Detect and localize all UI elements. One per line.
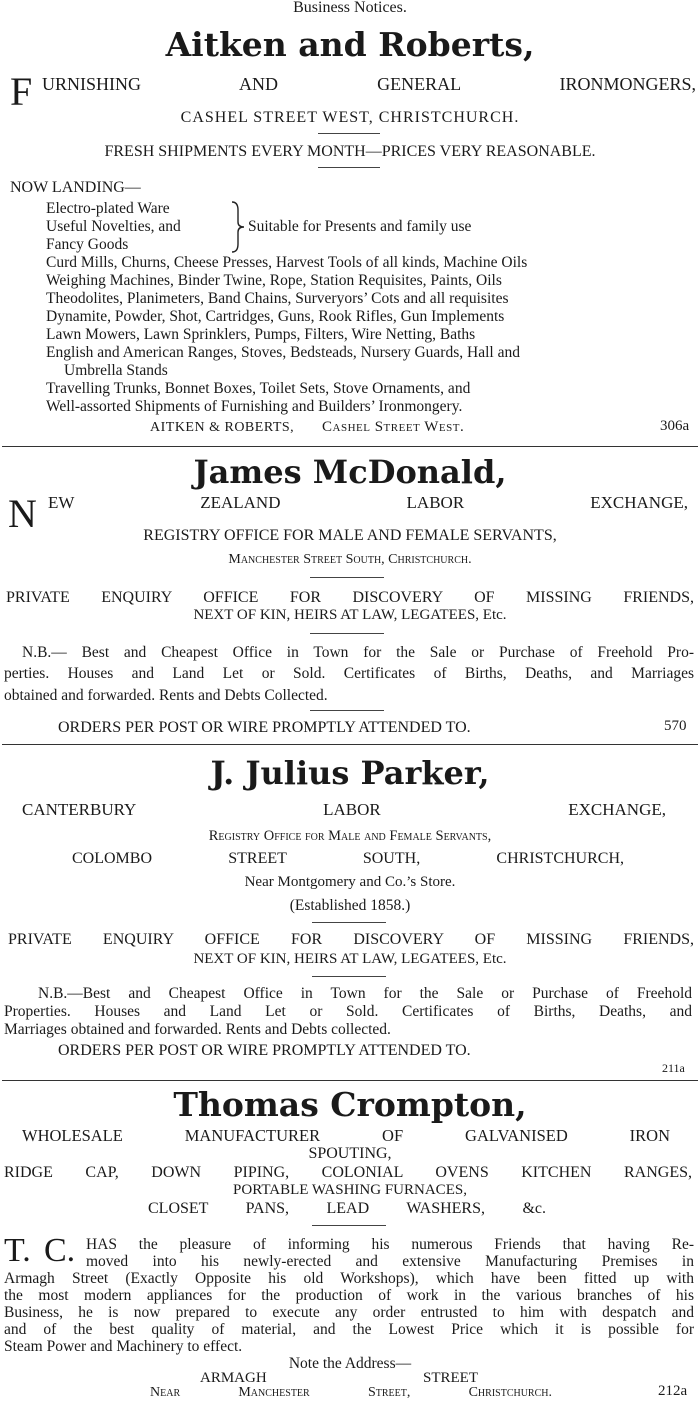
ad-title: Thomas Crompton, [173,1085,527,1124]
short-rule [312,922,386,923]
product-line: CLOSET PANS, LEAD WASHERS, &c. [148,1200,546,1217]
ad-divider [2,744,698,745]
drop-cap: F [10,69,33,114]
short-rule [310,577,384,578]
goods-line: Weighing Machines, Binder Twine, Rope, Station Requisites, Paints, Oils [46,272,502,289]
note-line: Note the Address— [288,1355,412,1372]
ad-tagline: FRESH SHIPMENTS EVERY MONTH—PRICES VERY REASONABLE. [104,143,596,160]
ad-title: J. Julius Parker, [210,754,490,792]
goods-line: Theodolites, Planimeters, Band Chains, Surveryors’ Cots and all requisites [46,290,509,307]
goods-line: English and American Ranges, Stoves, Bedsteads, Nursery Guards, Hall and [46,344,520,361]
body-line: moved into his newly-erected and extensive Manufacturing Premises in [86,1253,694,1270]
ad-address: Manchester Street South, Christchurch. [228,552,472,567]
body-line: Business, he is now prepared to execute any order entrusted to him with despatch and [4,1304,694,1321]
nb-line: perties. Houses and Land Let or Sold. Certificates of Births, Deaths, and Marriages [4,665,694,682]
ad-reference: 570 [664,718,687,734]
goods-line: Lawn Mowers, Lawn Sprinklers, Pumps, Filters, Wire Netting, Baths [46,326,476,343]
ad-address: CASHEL STREET WEST, CHRISTCHURCH. [180,109,520,126]
drop-cap: N [8,491,37,536]
nb-line: Properties. Houses and Land Let or Sold. Certificates of Births, Deaths, and [4,1003,692,1020]
short-rule [318,167,380,168]
enquiry-line: NEXT OF KIN, HEIRS AT LAW, LEGATEES, Etc. [193,607,507,623]
ad-intro: NOW LANDING— [10,179,141,196]
goods-line: Travelling Trunks, Bonnet Boxes, Toilet Sets, Stove Ornaments, and [46,380,471,397]
ad-reference: 211a [662,1061,685,1075]
ad-title: James McDonald, [193,453,507,491]
enquiry-line: NEXT OF KIN, HEIRS AT LAW, LEGATEES, Etc. [193,951,507,967]
registry-line: REGISTRY OFFICE FOR MALE AND FEMALE SERVANTS, [143,527,557,544]
drop-cap: C. [44,1232,76,1269]
body-line: the most modern appliances for the production of work in the various branches of his [4,1287,694,1304]
nb-line: N.B.—Best and Cheapest Office in Town for the Sale or Purchase of Freehold [38,985,692,1002]
enquiry-line: PRIVATE ENQUIRY OFFICE FOR DISCOVERY OF MISSING FRIENDS, [8,931,694,948]
product-line: RIDGE CAP, DOWN PIPING, COLONIAL OVENS KITCHEN RANGES, [4,1164,692,1181]
enquiry-line: PRIVATE ENQUIRY OFFICE FOR DISCOVERY OF MISSING FRIENDS, [6,589,694,606]
short-rule [310,710,384,711]
ad-signature-name: AITKEN & ROBERTS, [150,420,295,435]
product-line: SPOUTING, [308,1145,392,1162]
goods-line: Well-assorted Shipments of Furnishing and Builders’ Ironmongery. [46,398,463,415]
product-line: WHOLESALE MANUFACTURER OF GALVANISED IRON [22,1126,670,1145]
ad-divider [2,1080,698,1081]
body-line: and of the best quality of material, and the Lowest Price which it is possible for [4,1321,694,1338]
brace-item: Electro-plated Ware [46,200,170,217]
ad-address: Near Manchester Street, Christchurch. [150,1385,552,1400]
orders-line: ORDERS PER POST OR WIRE PROMPTLY ATTENDED TO. [58,1042,471,1059]
nb-line: obtained and forwarded. Rents and Debts Collected. [4,687,328,704]
established-line: (Established 1858.) [289,897,411,914]
body-line: Armagh Street (Exactly Opposite his old Workshops), which have been fitted up with [4,1270,694,1287]
ad-title: Aitken and Roberts, [165,25,535,64]
body-line: Steam Power and Machinery to effect. [4,1338,243,1355]
section-header: Business Notices. [293,0,407,16]
short-rule [310,633,384,634]
goods-line: Curd Mills, Churns, Cheese Presses, Harvest Tools of all kinds, Machine Oils [46,254,528,271]
ad-reference: 212a [658,1383,688,1399]
brace-item: Useful Novelties, and [46,218,181,235]
brace-item: Fancy Goods [46,236,129,253]
nb-line: N.B.— Best and Cheapest Office in Town for the Sale or Purchase of Freehold Pro- [22,644,694,661]
registry-line: Registry Office for Male and Female Servants, [208,828,492,844]
orders-line: ORDERS PER POST OR WIRE PROMPTLY ATTENDED TO. [58,719,471,736]
ad-signature-address: Cashel Street West. [322,419,465,435]
ad-reference: 306a [660,418,690,434]
goods-line: Dynamite, Powder, Shot, Cartridges, Guns, Rook Rifles, Gun Implements [46,308,505,325]
ad-subtitle: EW ZEALAND LABOR EXCHANGE, [48,493,688,512]
nb-line: Marriages obtained and forwarded. Rents and Debts collected. [4,1021,391,1038]
brace-note: Suitable for Presents and family use [248,218,472,235]
street-line: ARMAGH STREET [200,1370,478,1386]
short-rule [318,133,380,134]
short-rule [312,1225,386,1226]
ad-subtitle: CANTERBURY LABOR EXCHANGE, [22,800,666,819]
near-line: Near Montgomery and Co.’s Store. [244,874,456,890]
curly-brace-icon [228,200,246,254]
drop-cap: T. [4,1232,31,1269]
product-line: PORTABLE WASHING FURNACES, [233,1182,467,1198]
body-line: HAS the pleasure of informing his numerous Friends that having Re- [86,1236,694,1253]
short-rule [312,976,386,977]
ad-subtitle: URNISHING AND GENERAL IRONMONGERS, [42,74,696,94]
goods-line: Umbrella Stands [64,362,168,379]
ad-divider [2,446,698,447]
ad-address: COLOMBO STREET SOUTH, CHRISTCHURCH, [72,850,624,867]
